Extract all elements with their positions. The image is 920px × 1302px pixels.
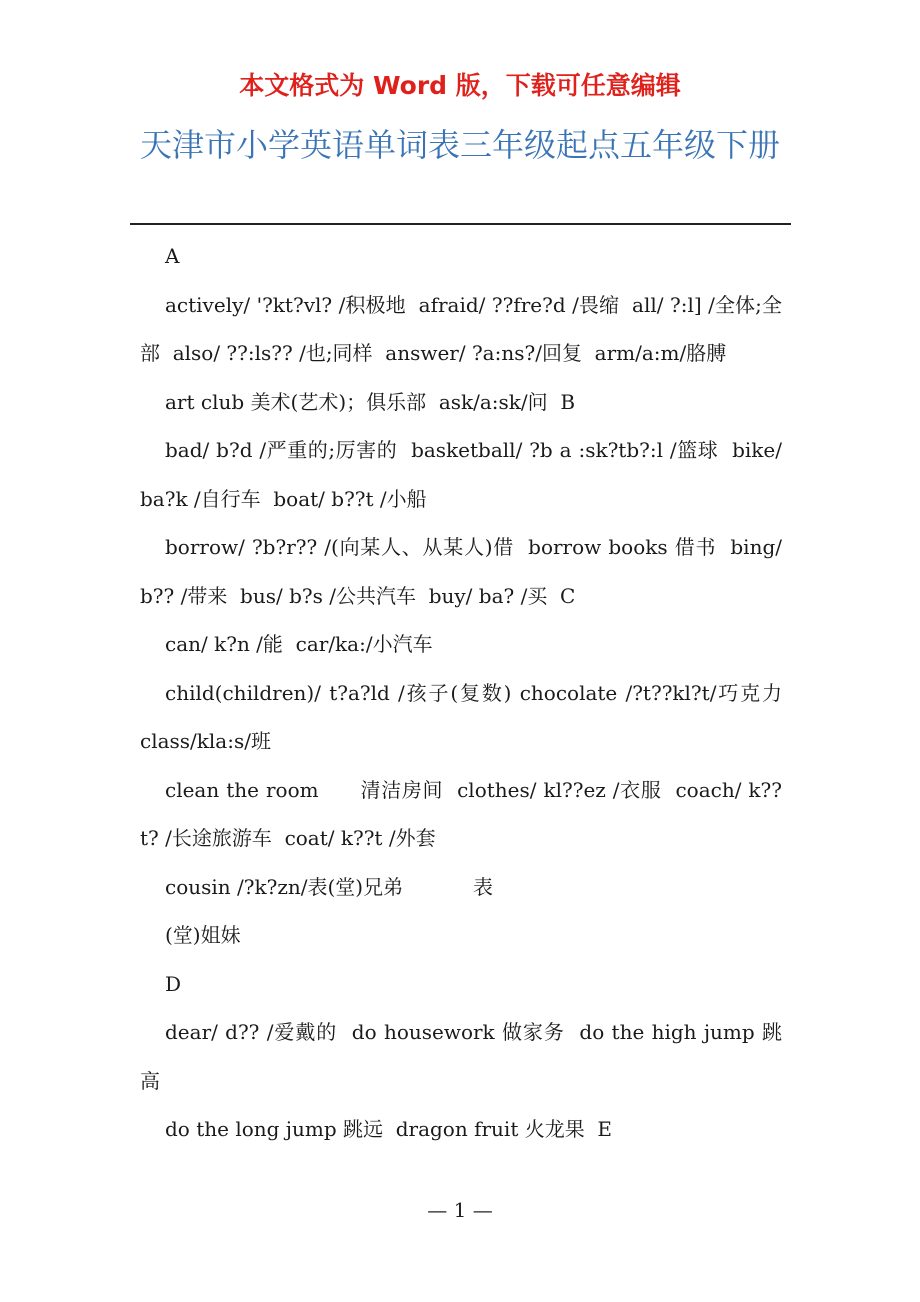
vocabulary-paragraph: borrow/ ?b?r?? /(向某人、从某人)借 borrow books 借书 bing/ b?? /带来 bus/ b?s /公共汽车 buy/ ba? /买 C: [140, 535, 789, 608]
vocabulary-paragraph: bad/ b?d /严重的;厉害的 basketball/ ?b a :sk?tb?:l /篮球 bike/ ba?k /自行车 boat/ b??t /小船: [140, 438, 789, 511]
vocabulary-paragraph: child(children)/ t?a?ld /孩子(复数) chocolate /?t??kl?t/巧克力 class/kla:s/班: [140, 680, 795, 753]
editable-notice-banner: 本文格式为 Word 版，下载可任意编辑: [239, 71, 681, 100]
title-divider: [130, 223, 791, 225]
vocabulary-paragraph: can/ k?n /能 car/ka:/小汽车: [165, 632, 433, 656]
vocabulary-paragraph: do the long jump 跳远 dragon fruit 火龙果 E: [165, 1117, 613, 1141]
vocabulary-paragraph: (堂)姐妹: [165, 923, 241, 947]
section-heading-d: D: [165, 971, 182, 996]
vocabulary-paragraph: cousin /?k?zn/表(堂)兄弟 表: [165, 874, 494, 899]
vocabulary-paragraph: clean the room 清洁房间 clothes/ kl??ez /衣服 coach/ k??t? /长途旅游车 coat/ k??t /外套: [140, 777, 782, 850]
vocabulary-paragraph: art club 美术(艺术)；俱乐部 ask/a:sk/问 B: [165, 389, 576, 414]
vocabulary-list: [140, 232, 795, 1154]
vocabulary-paragraph: dear/ d?? /爱戴的 do housework 做家务 do the high jump 跳高: [140, 1020, 782, 1093]
vocabulary-paragraph: actively/ '?kt?vl? /积极地 afraid/ ??fre?d /畏缩 all/ ?:l] /全体;全部 also/ ??:ls?? /也;同样 answer/ ?a:ns?/回复 arm/a:m/胳膊: [140, 292, 782, 365]
section-heading-a: A: [165, 244, 180, 268]
document-title: 天津市小学英语单词表三年级起点五年级下册: [139, 126, 780, 164]
page-number: — 1 —: [427, 1198, 493, 1222]
